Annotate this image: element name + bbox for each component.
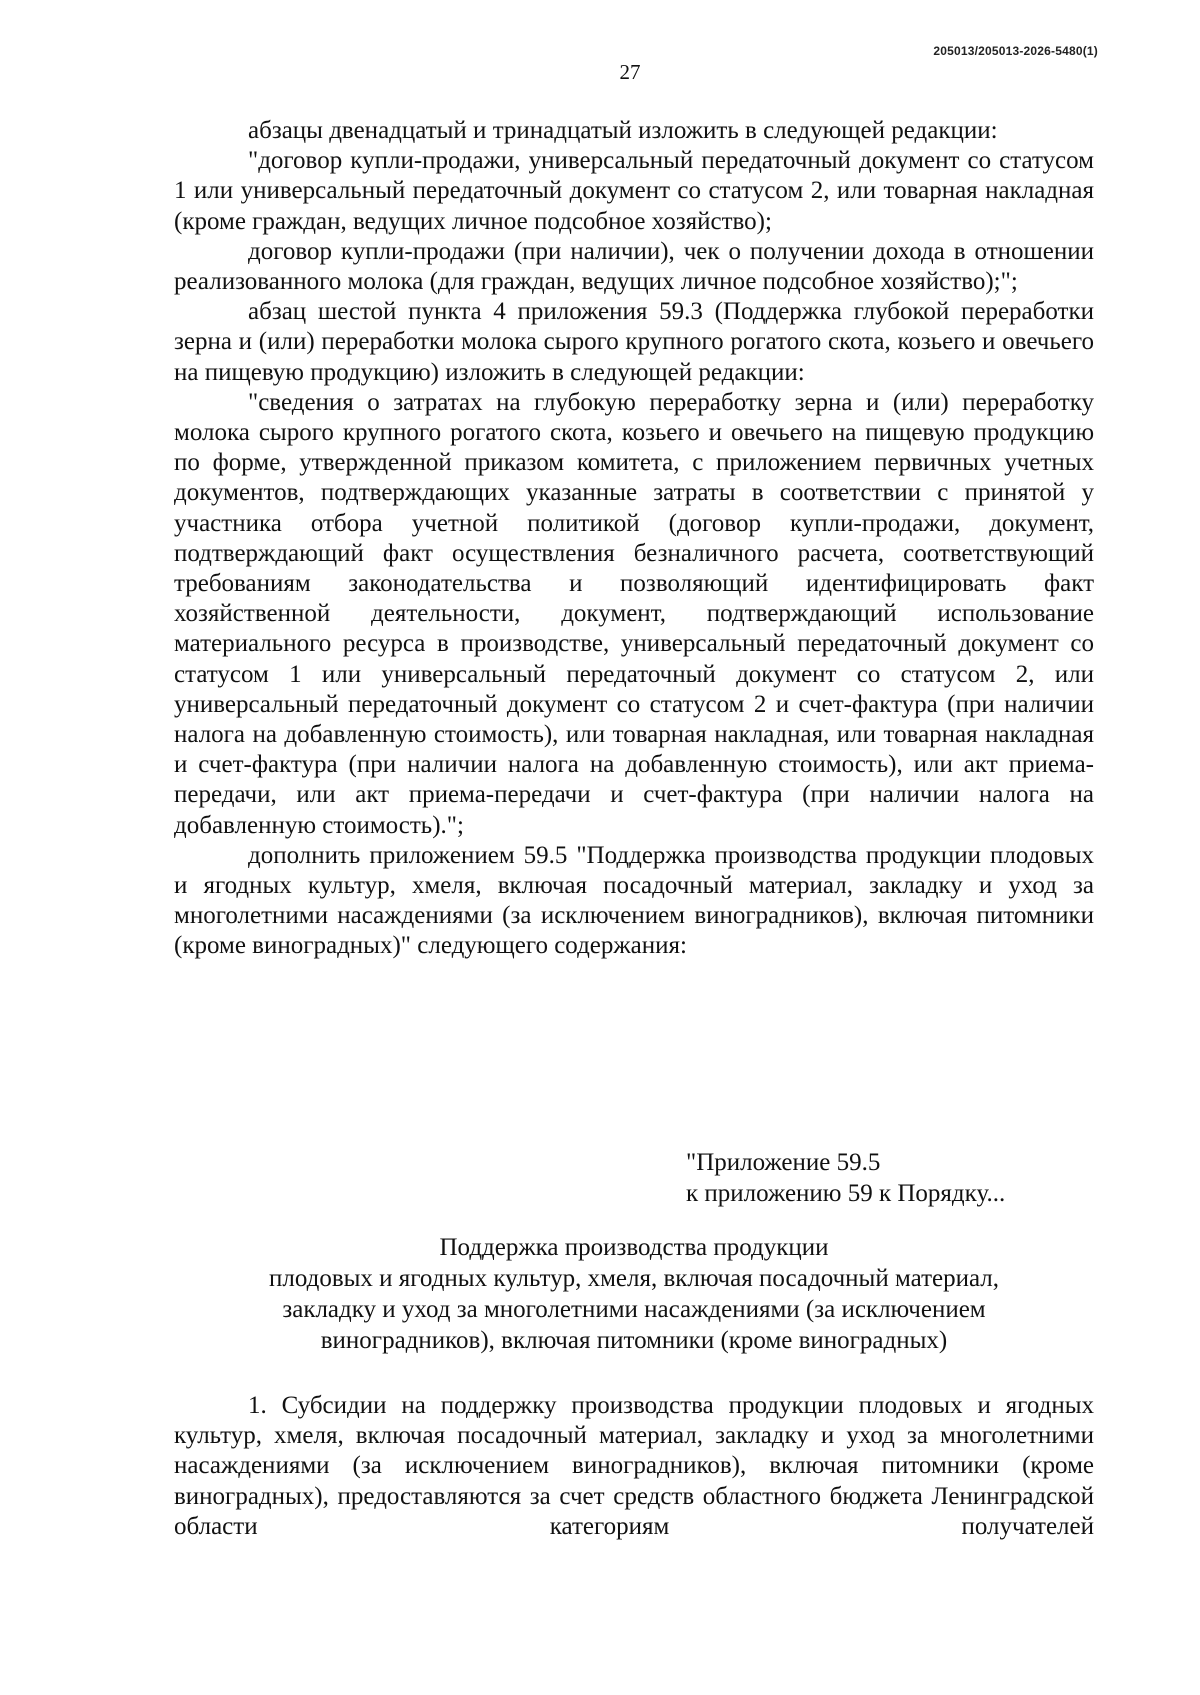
paragraph: абзац шестой пункта 4 приложения 59.3 (Поддержка глубокой переработки зерна и (или) переработки молока сырого крупного рогатого скота, козьего и овечьего на пищевую продукцию) изложить в следующей редакции: (174, 298, 1094, 386)
section-1 (174, 1391, 1094, 1542)
paragraph: "договор купли-продажи, универсальный передаточный документ со статусом 1 или универсальный передаточный документ со статусом 2, или товарная накладная (кроме граждан, ведущих личное подсобное хозяйство); (174, 147, 1094, 235)
title-line: закладку и уход за многолетними насаждениями (за исключением (282, 1296, 986, 1323)
paragraph: договор купли-продажи (при наличии), чек о получении дохода в отношении реализованного молока (для граждан, ведущих личное подсобное хозяйство);"; (174, 237, 1094, 296)
appendix-reference (686, 1147, 1086, 1209)
appendix-line: "Приложение 59.5 (686, 1149, 881, 1176)
paragraph: 1. Субсидии на поддержку производства продукции плодовых и ягодных культур, хмеля, включая посадочный материал, закладку и уход за многолетними насаждениями (за исключением виноградников), включая питомники (кроме виноградных), предоставляются за счет средств областного бюджета Ленинградской области категориям получателей (174, 1392, 1094, 1540)
title-line: виноградников), включая питомники (кроме виноградных) (320, 1327, 948, 1354)
title-line: плодовых и ягодных культур, хмеля, включая посадочный материал, (268, 1265, 1000, 1292)
paragraph: абзацы двенадцатый и тринадцатый изложить в следующей редакции: (248, 117, 998, 144)
page-number: 27 (619, 60, 641, 84)
document-id: 205013/205013-2026-5480(1) (933, 44, 1098, 58)
appendix-title (174, 1232, 1094, 1356)
paragraph: "сведения о затратах на глубокую переработку зерна и (или) переработку молока сырого крупного рогатого скота, козьего и овечьего на пищевую продукцию по форме, утвержденной приказом комитета, с приложением первичных учетных документов, подтверждающих указанные затраты в соответствии с принятой у участника отбора учетной политикой (договор купли-продажи, документ, подтверждающий факт осуществления безналичного расчета, соответствующий требованиям законодательства и позволяющий идентифицировать факт хозяйственной деятельности, документ, подтверждающий использование материального ресурса в производстве, универсальный передаточный документ со статусом 1 или универсальный передаточный документ со статусом 2, или универсальный передаточный документ со статусом 2 и счет-фактура (при наличии налога на добавленную стоимость), или товарная накладная, или товарная накладная и счет-фактура (при наличии налога на добавленную стоимость), или акт приема-передачи, или акт приема-передачи и счет-фактура (при наличии налога на добавленную стоимость)."; (174, 388, 1094, 839)
amendment-text (174, 116, 1094, 962)
paragraph: дополнить приложением 59.5 "Поддержка производства продукции плодовых и ягодных культур, хмеля, включая посадочный материал, закладку и уход за многолетними насаждениями (за исключением виноградников), включая питомники (кроме виноградных)" следующего содержания: (174, 841, 1094, 960)
appendix-line: к приложению 59 к Порядку... (686, 1180, 1006, 1207)
title-line: Поддержка производства продукции (439, 1234, 829, 1261)
